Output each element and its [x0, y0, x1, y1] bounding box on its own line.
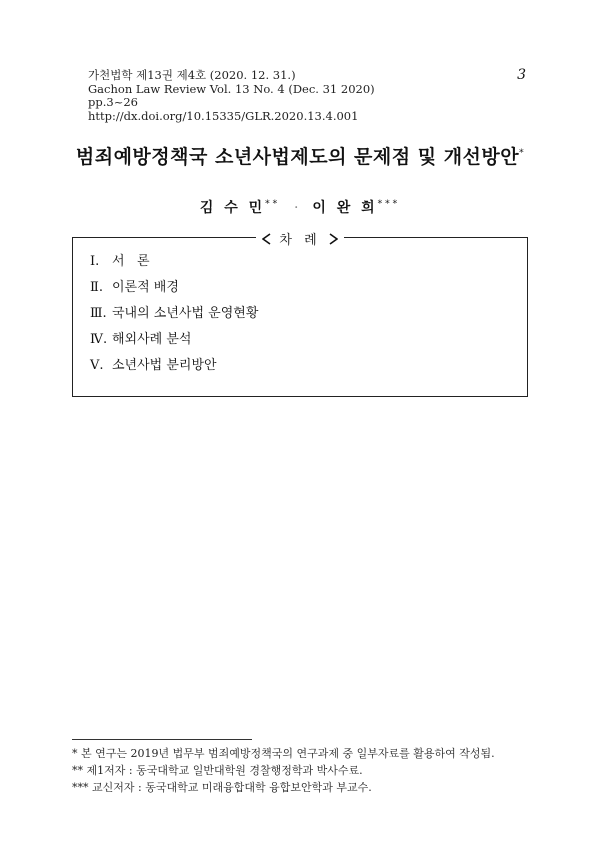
toc-right-chevron-icon	[329, 233, 338, 248]
toc-item-number: Ⅳ.	[90, 332, 108, 347]
author-1: 김 수 민	[199, 200, 266, 216]
footnote-first-author: ** 제1저자 : 동국대학교 일반대학원 경찰행정학과 박사수료.	[72, 764, 363, 777]
toc-item-label: 해외사례 분석	[112, 332, 192, 347]
toc-heading	[0, 229, 600, 248]
journal-issue-english: Gachon Law Review Vol. 13 No. 4 (Dec. 31 2020)	[88, 81, 375, 96]
footnotes	[72, 745, 495, 796]
toc-item-number: Ⅱ.	[90, 280, 103, 295]
toc-heading-text: 차 례	[279, 233, 321, 248]
toc-list	[90, 252, 258, 382]
toc-item-overseas[interactable]	[90, 330, 258, 356]
toc-item-number: Ⅲ.	[90, 306, 107, 321]
paper-title-text: 범죄예방정책국 소년사법제도의 문제점 및 개선방안	[75, 146, 520, 168]
toc-item-label: 국내의 소년사법 운영현황	[112, 306, 259, 321]
toc-left-chevron-icon	[262, 233, 279, 248]
toc-item-separation[interactable]	[90, 356, 258, 382]
toc-item-number: Ⅴ.	[90, 358, 104, 373]
toc-item-domestic[interactable]	[90, 304, 258, 330]
footnote-funding: * 본 연구는 2019년 법무부 범죄예방정책국의 연구과제 중 일부자료를 활용하여 작성됨.	[72, 747, 495, 760]
doi-link[interactable]: http://dx.doi.org/10.15335/GLR.2020.13.4.001	[88, 108, 359, 123]
toc-item-label: 서 론	[112, 254, 150, 269]
title-footnote-mark: *	[519, 148, 525, 159]
journal-issue-korean: 가천법학 제13권 제4호 (2020. 12. 31.)	[88, 68, 296, 82]
toc-item-label: 이론적 배경	[112, 280, 179, 295]
toc-item-introduction[interactable]	[90, 252, 258, 278]
page-number: 3	[517, 67, 526, 83]
page-range: pp.3~26	[88, 95, 138, 109]
footnote-corresponding-author: *** 교신저자 : 동국대학교 미래융합대학 융합보안학과 부교수.	[72, 781, 372, 794]
author-separator: ·	[294, 200, 299, 216]
footnote-divider	[72, 739, 252, 740]
author-2: 이 완 희	[312, 200, 378, 216]
toc-item-label: 소년사법 분리방안	[112, 358, 217, 373]
journal-header	[88, 69, 375, 123]
paper-title	[0, 142, 600, 169]
author-2-mark: ***	[377, 199, 401, 210]
author-line	[0, 197, 600, 217]
toc-item-theory[interactable]	[90, 278, 258, 304]
author-1-mark: **	[265, 199, 281, 210]
toc-item-number: Ⅰ.	[90, 254, 100, 269]
